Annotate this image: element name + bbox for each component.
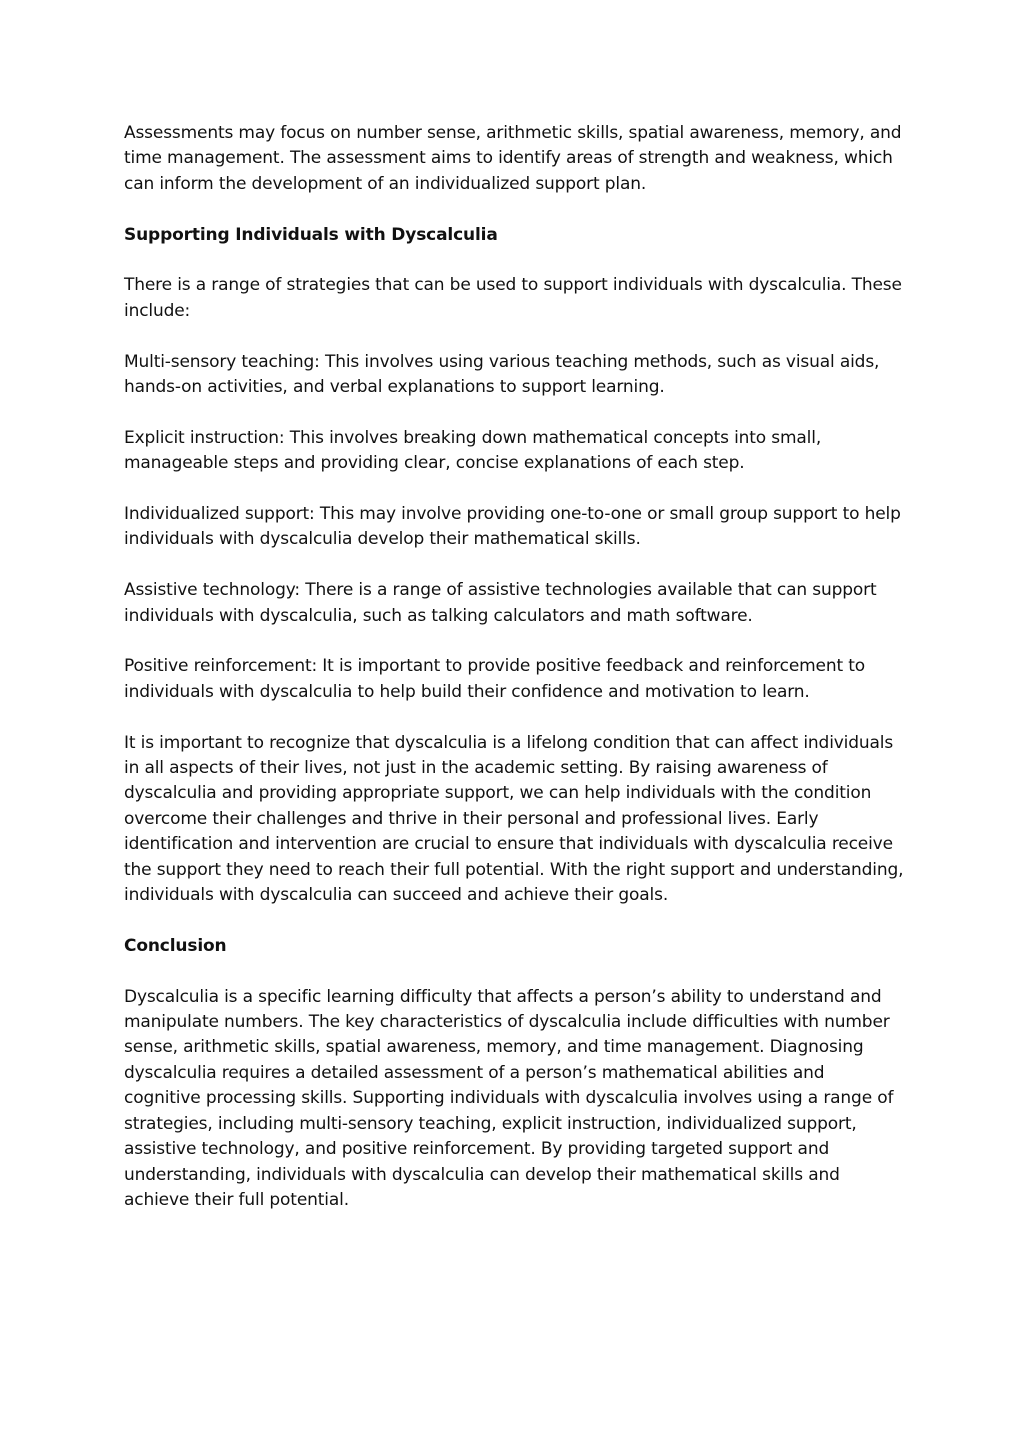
paragraph-assessment-focus: Assessments may focus on number sense, arithmetic skills, spatial awareness, memory, and time management. The assessment aims to identify areas of strength and weakness, which can inform the development of an individualized support plan. — [124, 123, 902, 194]
paragraph-assistive-technology: Assistive technology: There is a range of assistive technologies available that can support individuals with dyscalculia, such as talking calculators and math software. — [124, 580, 877, 626]
paragraph-multi-sensory-teaching: Multi-sensory teaching: This involves using various teaching methods, such as visual aids, hands-on activities, and verbal explanations to support learning. — [124, 351, 880, 398]
paragraph-conclusion: Dyscalculia is a specific learning difficulty that affects a person’s ability to understand and manipulate numbers. The key characteristics of dyscalculia include difficulties with number sense, arithmetic skills, spatial awareness, memory, and time management. Diagnosing dyscalculia requires a detailed assessment of a person’s mathematical abilities and cognitive processing skills. Supporting individuals with dyscalculia involves using a range of strategies, including multi-sensory teaching, explicit instruction, individualized support, assistive technology, and positive reinforcement. By providing targeted support and understanding, individuals with dyscalculia can develop their mathematical skills and achieve their full potential. — [124, 986, 894, 1210]
paragraph-explicit-instruction: Explicit instruction: This involves breaking down mathematical concepts into small, manageable steps and providing clear, concise explanations of each step. — [124, 427, 822, 474]
heading-conclusion: Conclusion — [124, 935, 227, 956]
paragraph-strategies-intro: There is a range of strategies that can be used to support individuals with dyscalculia. These include: — [124, 275, 902, 321]
paragraph-lifelong-condition: It is important to recognize that dyscalculia is a lifelong condition that can affect individuals in all aspects of their lives, not just in the academic setting. By raising awareness of dyscalculia and providing appropriate support, we can help individuals with the condition overcome their challenges and thrive in their personal and professional lives. Early identification and intervention are crucial to ensure that individuals with dyscalculia receive the support they need to reach their full potential. With the right support and understanding, individuals with dyscalculia can succeed and achieve their goals. — [124, 732, 904, 906]
heading-supporting-individuals: Supporting Individuals with Dyscalculia — [124, 224, 498, 245]
paragraph-individualized-support: Individualized support: This may involve providing one-to-one or small group support to help individuals with dyscalculia develop their mathematical skills. — [124, 504, 901, 550]
document-page — [124, 121, 904, 1239]
paragraph-positive-reinforcement: Positive reinforcement: It is important to provide positive feedback and reinforcement to individuals with dyscalculia to help build their confidence and motivation to learn. — [124, 656, 866, 702]
